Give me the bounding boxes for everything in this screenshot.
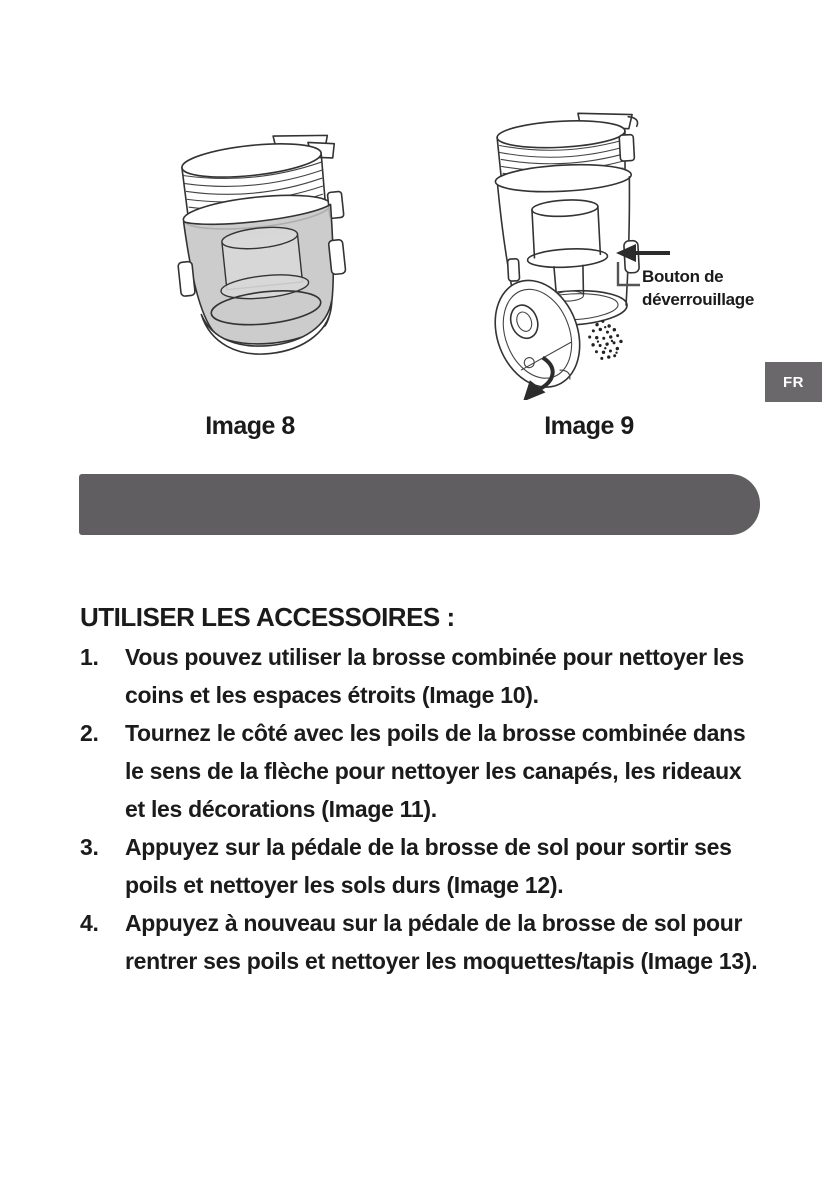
item-number: 4. xyxy=(80,910,99,936)
item-number: 3. xyxy=(80,834,99,860)
item-number: 2. xyxy=(80,720,99,746)
debris-dots xyxy=(587,319,623,361)
instruction-item xyxy=(80,638,758,714)
section-banner xyxy=(79,474,760,535)
instruction-item xyxy=(80,714,758,828)
open-bottom-door xyxy=(480,268,594,399)
instruction-item xyxy=(80,904,758,980)
item-text: Appuyez à nouveau sur la pédale de la brosse de sol pour rentrer ses poils et nettoyer les moquettes/tapis (Image 13). xyxy=(125,910,758,974)
vacuum-dust-cup-closed-illustration xyxy=(168,126,352,356)
figure9-caption: Image 9 xyxy=(544,412,634,440)
language-badge: FR xyxy=(765,362,822,402)
instructions-section xyxy=(80,598,758,980)
item-text: Tournez le côté avec les poils de la brosse combinée dans le sens de la flèche pour nettoyer les canapés, les rideaux et les décorations (Image 11). xyxy=(125,720,746,822)
item-text: Appuyez sur la pédale de la brosse de sol pour sortir ses poils et nettoyer les sols durs (Image 12). xyxy=(125,834,732,898)
instructions-heading: UTILISER LES ACCESSOIRES : xyxy=(80,602,455,632)
item-number: 1. xyxy=(80,644,99,670)
callout-label: Bouton de déverrouillage xyxy=(642,267,755,309)
item-text: Vous pouvez utiliser la brosse combinée pour nettoyer les coins et les espaces étroits (Image 10). xyxy=(125,644,744,708)
figure8-caption: Image 8 xyxy=(205,412,295,440)
instruction-item xyxy=(80,828,758,904)
